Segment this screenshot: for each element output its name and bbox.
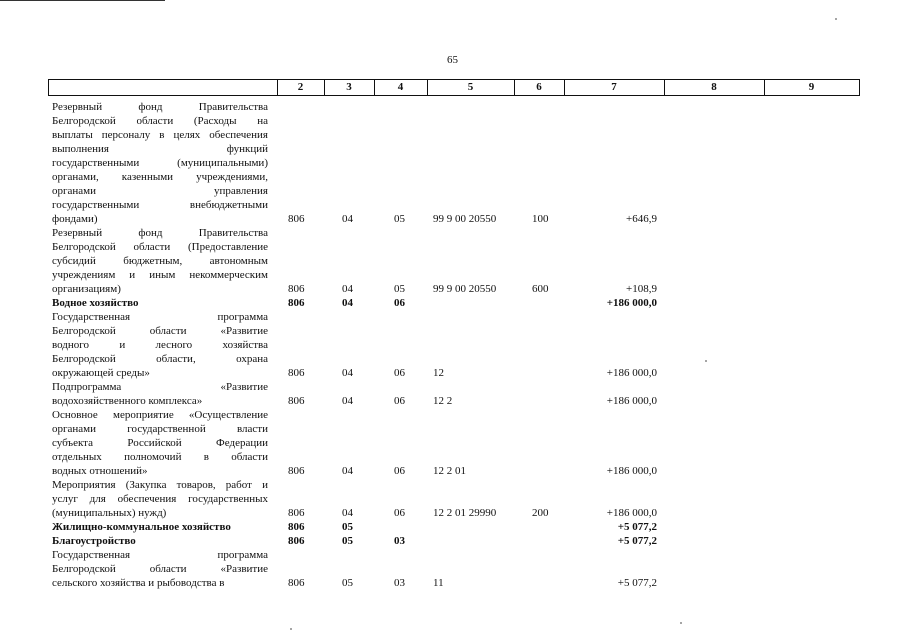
cell-c2: 806	[288, 507, 305, 519]
cell-c4: 06	[394, 367, 405, 379]
row-name-line: субсидий бюджетным, автономным	[52, 255, 268, 267]
row-name-line: Белгородской области, охрана	[52, 353, 268, 365]
cell-c7: +5 077,2	[617, 521, 657, 533]
cell-c4: 06	[394, 297, 405, 309]
row-name-line: Водное хозяйство	[52, 297, 139, 309]
row-name-line: организациям)	[52, 283, 121, 295]
scan-speck	[290, 628, 292, 630]
row-name-line: Белгородской области «Развитие	[52, 563, 268, 575]
row-name-line: Резервный фонд Правительства	[52, 101, 268, 113]
cell-c7: +186 000,0	[606, 395, 657, 407]
row-name-line: Государственная программа	[52, 549, 268, 561]
cell-c7: +646,9	[626, 213, 657, 225]
cell-c4: 06	[394, 465, 405, 477]
table-header	[48, 79, 860, 96]
row-name-line: водных отношений»	[52, 465, 148, 477]
row-name-line: государственными внебюджетными	[52, 199, 268, 211]
cell-c4: 03	[394, 535, 405, 547]
row-name-line: Жилищно-коммунальное хозяйство	[52, 521, 231, 533]
cell-c6: 600	[532, 283, 549, 295]
cell-c7: +186 000,0	[606, 367, 657, 379]
row-name-line: Подпрограмма «Развитие	[52, 381, 268, 393]
cell-c2: 806	[288, 535, 305, 547]
cell-c2: 806	[288, 283, 305, 295]
cell-c3: 05	[342, 535, 353, 547]
cell-c2: 806	[288, 577, 305, 589]
row-name-line: органами, казенными учреждениями,	[52, 171, 268, 183]
scan-speck	[705, 360, 707, 362]
row-name-line: Мероприятия (Закупка товаров, работ и	[52, 479, 268, 491]
row-name-line: (муниципальных) нужд)	[52, 507, 167, 519]
cell-c4: 05	[394, 283, 405, 295]
header-col-9: 9	[808, 81, 815, 93]
cell-c5: 99 9 00 20550	[433, 283, 497, 295]
row-name-line: услуг для обеспечения государственных	[52, 493, 268, 505]
row-name-line: Государственная программа	[52, 311, 268, 323]
row-name-line: Белгородской области (Предоставление	[52, 241, 268, 253]
header-col-4: 4	[397, 81, 404, 93]
cell-c3: 04	[342, 297, 353, 309]
row-name-line: Белгородской области «Развитие	[52, 325, 268, 337]
header-col-8: 8	[711, 81, 717, 93]
row-name-line: фондами)	[52, 213, 98, 225]
cell-c5: 11	[433, 577, 444, 589]
cell-c3: 04	[342, 507, 353, 519]
header-col-7: 7	[611, 81, 617, 93]
header-col-2: 2	[297, 81, 304, 93]
row-name-line: государственными (муниципальными)	[52, 157, 268, 169]
header-col-6: 6	[536, 81, 542, 93]
row-name-line: Резервный фонд Правительства	[52, 227, 268, 239]
cell-c3: 04	[342, 283, 353, 295]
cell-c2: 806	[288, 395, 305, 407]
cell-c5: 12 2 01	[433, 465, 466, 477]
scan-speck	[680, 622, 682, 624]
cell-c2: 806	[288, 297, 305, 309]
cell-c4: 05	[394, 213, 405, 225]
row-name-line: сельского хозяйства и рыбоводства в	[52, 577, 225, 589]
cell-c4: 06	[394, 507, 405, 519]
row-name-line: выплаты персоналу в целях обеспечения	[52, 129, 268, 141]
cell-c5: 99 9 00 20550	[433, 213, 497, 225]
cell-c2: 806	[288, 521, 305, 533]
header-col-3: 3	[346, 81, 352, 93]
cell-c4: 03	[394, 577, 405, 589]
row-name-line: Благоустройство	[52, 535, 136, 547]
row-name-line: окружающей среды»	[52, 367, 150, 379]
scan-speck	[835, 18, 837, 20]
row-name-line: органами управления	[52, 185, 268, 197]
cell-c7: +186 000,0	[606, 465, 657, 477]
row-name-line: Белгородской области (Расходы на	[52, 115, 268, 127]
scan-edge-line	[0, 0, 165, 1]
cell-c4: 06	[394, 395, 405, 407]
cell-c7: +186 000,0	[606, 507, 657, 519]
cell-c6: 100	[532, 213, 549, 225]
cell-c3: 05	[342, 521, 353, 533]
row-name-line: выполнения функций	[52, 143, 268, 155]
cell-c3: 04	[342, 395, 353, 407]
header-col-5: 5	[467, 81, 474, 93]
row-name-line: органами государственной власти	[52, 423, 268, 435]
cell-c3: 05	[342, 577, 353, 589]
row-name-line: учреждениям и иным некоммерческим	[52, 269, 268, 281]
row-name-line: Основное мероприятие «Осуществление	[52, 409, 268, 421]
cell-c7: +186 000,0	[606, 297, 657, 309]
cell-c7: +108,9	[626, 283, 657, 295]
cell-c7: +5 077,2	[617, 535, 657, 547]
cell-c3: 04	[342, 213, 353, 225]
cell-c7: +5 077,2	[617, 577, 657, 589]
cell-c2: 806	[288, 213, 305, 225]
cell-c2: 806	[288, 465, 305, 477]
cell-c3: 04	[342, 465, 353, 477]
row-name-line: водохозяйственного комплекса»	[52, 395, 203, 407]
row-name-line: водного и лесного хозяйства	[52, 339, 268, 351]
row-name-line: субъекта Российской Федерации	[52, 437, 268, 449]
cell-c5: 12 2 01 29990	[433, 507, 497, 519]
cell-c2: 806	[288, 367, 305, 379]
cell-c5: 12	[433, 367, 444, 379]
page-number: 65	[447, 54, 458, 66]
row-name-line: отдельных полномочий в области	[52, 451, 268, 463]
cell-c3: 04	[342, 367, 353, 379]
cell-c5: 12 2	[433, 395, 453, 407]
cell-c6: 200	[532, 507, 549, 519]
